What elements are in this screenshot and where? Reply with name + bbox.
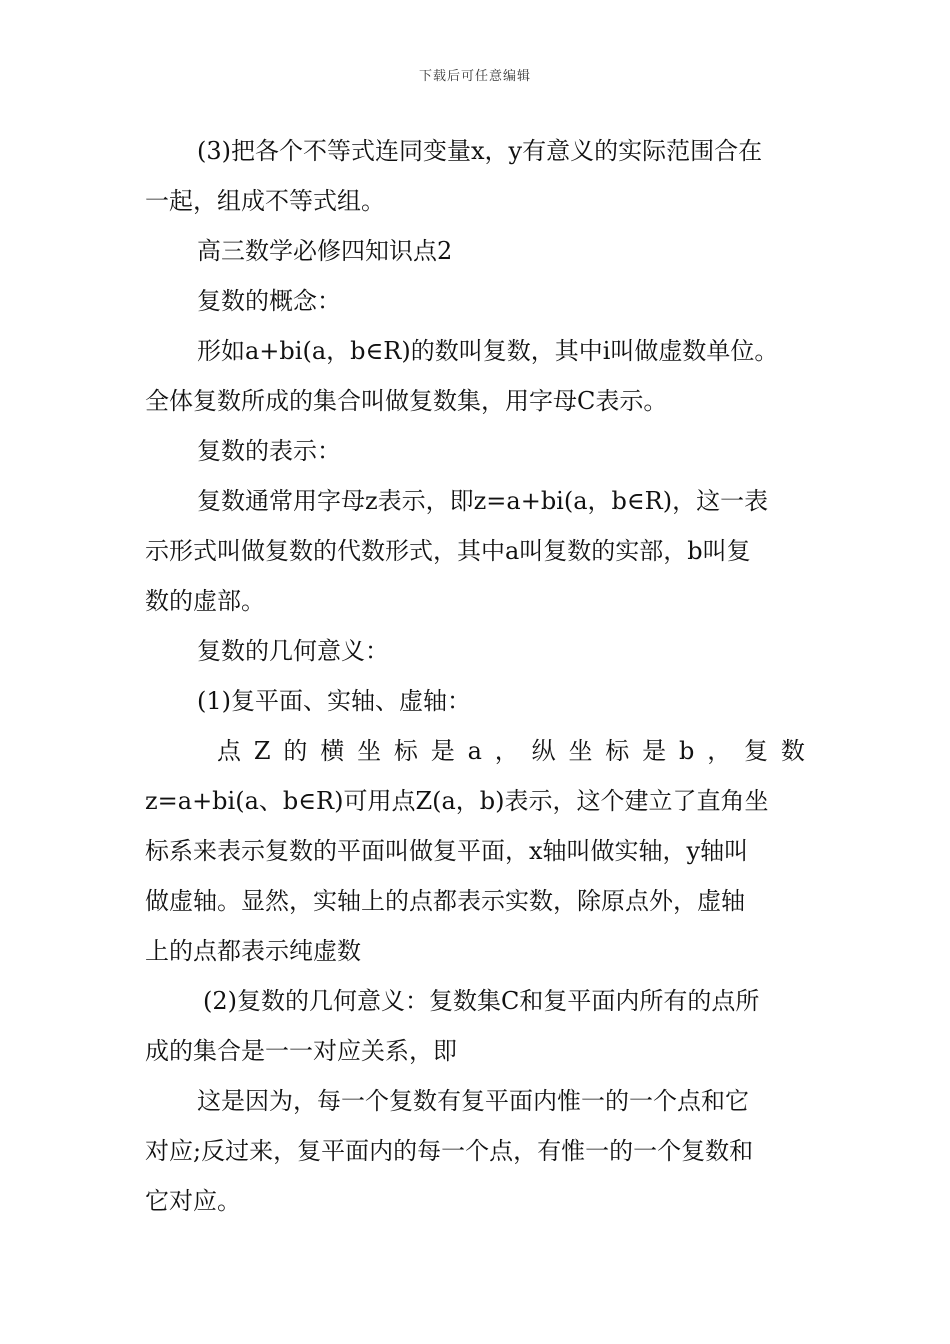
justified-char: Z bbox=[253, 737, 271, 765]
paragraph-line: 上的点都表示纯虚数 bbox=[145, 937, 361, 965]
paragraph-line: 示形式叫做复数的代数形式，其中a叫复数的实部，b叫复 bbox=[145, 537, 751, 565]
paragraph-line: 全体复数所成的集合叫做复数集，用字母C表示。 bbox=[145, 387, 668, 415]
paragraph-line: 形如a+bi(a，b∈R)的数叫复数，其中i叫做虚数单位。 bbox=[197, 337, 779, 365]
justified-char: ， bbox=[494, 737, 519, 765]
justified-char: 标 bbox=[605, 737, 630, 765]
justified-line bbox=[145, 726, 807, 776]
justified-char: 标 bbox=[393, 737, 418, 765]
paragraph-line: 它对应。 bbox=[145, 1187, 241, 1215]
justified-char: 是 bbox=[430, 737, 455, 765]
justified-char: 点 bbox=[217, 737, 241, 765]
justified-char: 坐 bbox=[568, 737, 593, 765]
paragraph-line: 成的集合是一一对应关系，即 bbox=[145, 1037, 457, 1065]
justified-char: 是 bbox=[642, 737, 667, 765]
justified-char: 坐 bbox=[357, 737, 382, 765]
paragraph-line: 数的虚部。 bbox=[145, 587, 265, 615]
paragraph-line: 对应;反过来，复平面内的每一个点，有惟一的一个复数和 bbox=[145, 1137, 754, 1165]
paragraph-line: 做虚轴。显然，实轴上的点都表示实数，除原点外，虚轴 bbox=[145, 887, 745, 915]
page-header: 下载后可任意编辑 bbox=[418, 69, 531, 84]
justified-char: 纵 bbox=[531, 737, 556, 765]
paragraph-line: (1)复平面、实轴、虚轴： bbox=[197, 687, 471, 715]
justified-char: 的 bbox=[283, 737, 308, 765]
paragraph-line: (3)把各个不等式连同变量x，y有意义的实际范围合在 bbox=[197, 137, 763, 165]
paragraph-line: 复数通常用字母z表示，即z=a+bi(a，b∈R)，这一表 bbox=[197, 487, 769, 515]
paragraph-line: 一起，组成不等式组。 bbox=[145, 187, 385, 215]
paragraph-line: z=a+bi(a、b∈R)可用点Z(a，b)表示，这个建立了直角坐 bbox=[145, 787, 769, 815]
section-heading: 高三数学必修四知识点2 bbox=[197, 237, 453, 265]
justified-char: a bbox=[467, 737, 482, 765]
subsection-heading: 复数的表示： bbox=[197, 437, 341, 465]
justified-char: 数 bbox=[780, 737, 805, 765]
document-body bbox=[145, 126, 807, 1226]
subsection-heading: 复数的概念： bbox=[197, 287, 341, 315]
justified-char: b bbox=[678, 737, 695, 765]
subsection-heading: 复数的几何意义： bbox=[197, 637, 389, 665]
paragraph-line: 这是因为，每一个复数有复平面内惟一的一个点和它 bbox=[197, 1087, 749, 1115]
paragraph-line: 标系来表示复数的平面叫做复平面，x轴叫做实轴，y轴叫 bbox=[145, 837, 749, 865]
paragraph-line: (2)复数的几何意义：复数集C和复平面内所有的点所 bbox=[203, 987, 760, 1015]
justified-char: 复 bbox=[744, 737, 769, 765]
justified-char: 横 bbox=[320, 737, 345, 765]
justified-char: ， bbox=[707, 737, 732, 765]
